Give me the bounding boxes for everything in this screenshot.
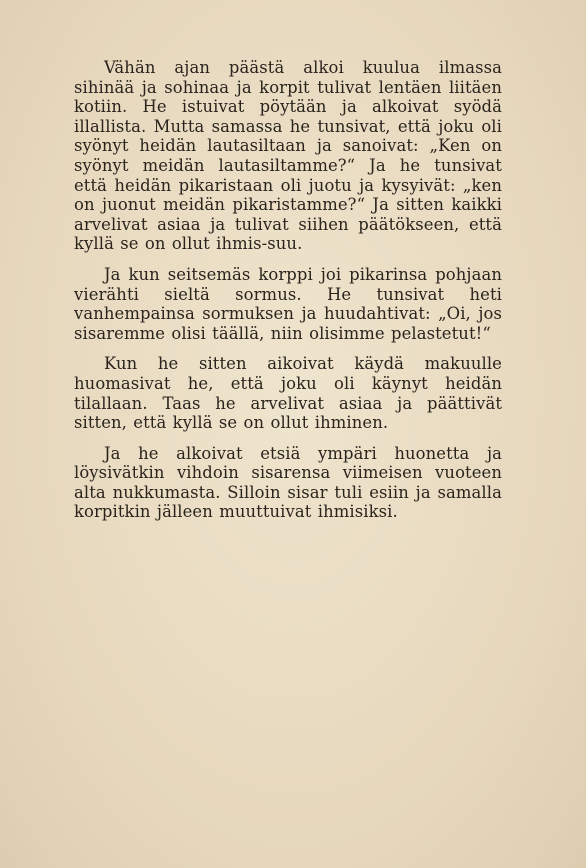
paragraph-3: Kun he sitten aikoivat käydä makuulle huomasivat he, että joku oli käynyt heidän tilallaan. Taas he arvelivat asiaa ja päättivät sitten, että kyllä se on ollut ihminen.	[74, 354, 502, 433]
paragraph-2: Ja kun seitsemäs korppi joi pikarinsa pohjaan vierähti sieltä sormus. He tunsivat heti vanhempainsa sormuksen ja huudahtivat: „Oi, jos sisaremme olisi täällä, niin olisimme pelastetut!“	[74, 264, 502, 343]
book-page	[74, 58, 502, 522]
paragraph-4: Ja he alkoivat etsiä ympäri huonetta ja löysivätkin vihdoin sisarensa viimeisen vuoteen alta nukkumasta. Silloin sisar tuli esiin ja samalla korpitkin jälleen muuttuivat ihmisiksi.	[74, 443, 502, 522]
paragraph-1: Vähän ajan päästä alkoi kuulua ilmassa sihinää ja sohinaa ja korpit tulivat lentäen liitäen kotiin. He istuivat pöytään ja alkoivat syödä illallista. Mutta samassa he tunsivat, että joku oli syönyt heidän lautasiltaan ja sanoivat: „Ken on syönyt meidän lautasiltamme?“ Ja he tunsivat että heidän pikaristaan oli juotu ja kysyivät: „ken on juonut meidän pikaristamme?“ Ja sitten kaikki arvelivat asiaa ja tulivat siihen päätökseen, että kyllä se on ollut ihmis-suu.	[74, 58, 502, 254]
